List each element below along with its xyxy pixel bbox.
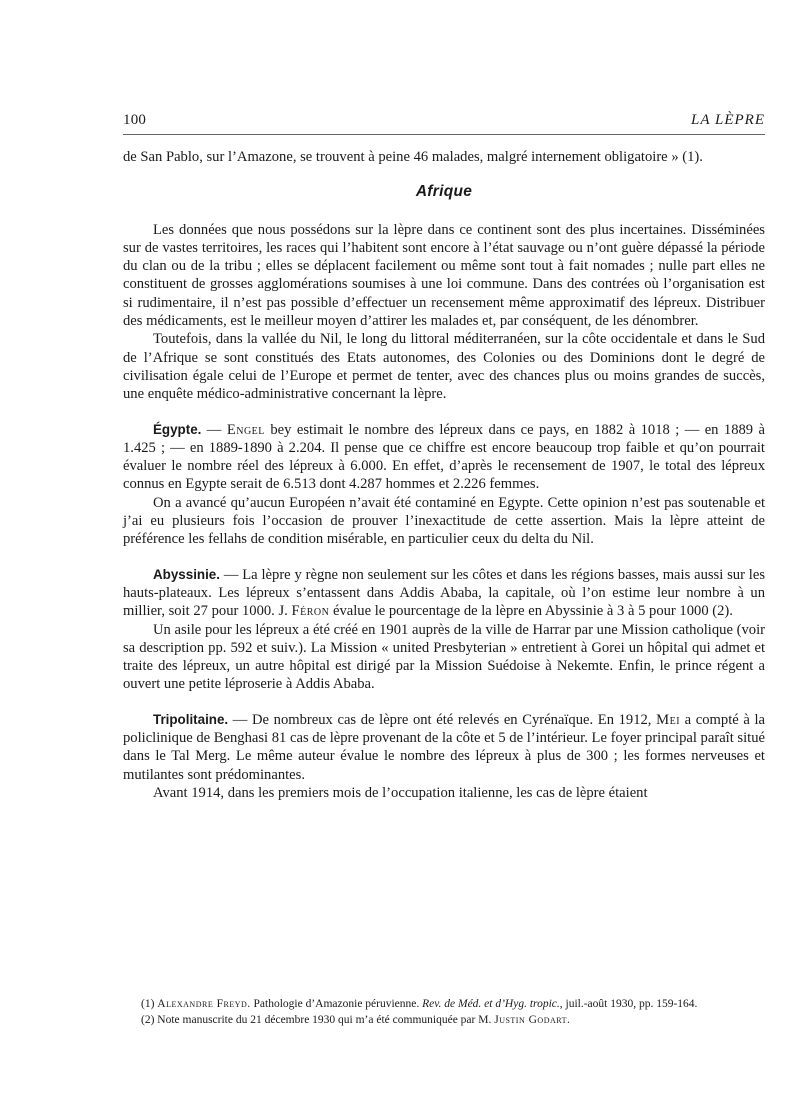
footnote-1-journal: Rev. de Méd. et d’Hyg. tropic. xyxy=(422,998,560,1010)
abyssinie-paragraph-1 xyxy=(123,566,765,621)
section-heading-afrique: Afrique xyxy=(415,183,473,201)
tripolitaine-paragraph-1 xyxy=(123,711,765,784)
intro-paragraph: de San Pablo, sur l’Amazone, se trouvent à peine 46 malades, malgré internement obligatoire » (1). xyxy=(123,149,703,165)
afrique-paragraph-1: Les données que nous possédons sur la lèpre dans ce continent sont des plus incertaines. Disséminées sur de vastes territoires, les races qui l’habitent sont encore à l’état sauvage ou n’ont guère dépassé la période du clan ou de la tribu ; elles se déplacent facilement ou même sont tout à fait nomades ; nulle part elles ne constituent de grosses agglomérations soumises à une loi commune. Dans des contrées où l’organisation est si rudimentaire, il n’est pas possible d’effectuer un recensement même approximatif des lépreux. Distribuer des médicaments, est le meilleur moyen d’attirer les malades et, par conséquent, de les dénombrer. xyxy=(123,221,765,330)
footnotes xyxy=(123,996,765,1028)
tripolitaine-text-b: a compté à la policlinique de Benghasi 81 cas de lèpre provenant de la côte et 5 de l’intérieur. Le foyer principal paraît situé dans le Tal Merg. Le même auteur évalue le nombre des lépreux à plus de 300 ; les formes nerveuses et mutilantes sont prédominantes. xyxy=(123,711,766,783)
footnote-2-marker: (2) xyxy=(141,1014,155,1026)
country-heading-egypte: Égypte. xyxy=(153,421,202,437)
afrique-paragraph-2: Toutefois, dans la vallée du Nil, le long du littoral méditerranéen, sur la côte occidentale et dans le Sud de l’Afrique se sont constitués des Etats autonomes, des Colonies ou des Dominions dont le degré de civilisation égale celui de l’Europe et permet de tenter, avec des chances plus ou moins grandes de succès, une enquête médico-administrative concernant la lèpre. xyxy=(123,331,765,403)
egypte-text: bey estimait le nombre des lépreux dans ce pays, en 1882 à 1018 ; — en 1889 à 1.425 ; — en 1889-1890 à 2.204. Il pense que ce chiffre est encore beaucoup trop faible et qu’on pourrait évaluer le nombre réel des lépreux à 6.000. En effet, d’après le recensement de 1907, le total des lépreux connus en Egypte serait de 6.513 dont 4.287 hommes et 2.226 femmes. xyxy=(123,421,766,493)
footnote-1 xyxy=(123,996,765,1012)
main-text xyxy=(123,148,765,802)
tripolitaine-text-a: — De nombreux cas de lèpre ont été relevés en Cyrénaïque. En 1912, xyxy=(232,711,652,728)
egypte-paragraph-2: On a avancé qu’aucun Européen n’avait été contaminé en Egypte. Cette opinion n’est pas soutenable et j’ai eu plusieurs fois l’occasion de prouver l’inexactitude de cette assertion. Mais la lèpre atteint de préférence les fellahs de condition misérable, en particulier ceux du delta du Nil. xyxy=(123,494,765,548)
egypte-paragraph-1: Égypte. — Engel bey estimait le nombre des lépreux dans ce pays, en 1882 à 1018 ; — en 1889 à 1.425 ; — en 1889-1890 à 2.204. Il pense que ce chiffre est encore beaucoup trop faible et qu’on pourrait évaluer le nombre réel des lépreux à 6.000. En effet, d’après le recensement de 1907, le total des lépreux connus en Egypte serait de 6.513 dont 4.287 hommes et 2.226 femmes. xyxy=(123,421,766,493)
country-heading-tripolitaine: Tripolitaine. xyxy=(153,711,229,727)
footnote-2 xyxy=(123,1012,765,1028)
abyssinie-text-b: évalue le pourcentage de la lèpre en Abyssinie à 3 à 5 pour 1000 (2). xyxy=(332,603,733,620)
footnote-1-author: Alexandre Freyd. xyxy=(157,998,251,1010)
footnote-2-author: Justin Godart. xyxy=(494,1014,571,1026)
spacer xyxy=(123,404,765,421)
abyssinie-paragraph-2: Un asile pour les lépreux a été créé en 1901 auprès de la ville de Harrar par une Mission catholique (voir sa description pp. 592 et suiv.). La Mission « united Presbyterian » entretient à Gorei un hôpital qui admet et traite des lépreux, un autre hôpital est dirigé par la Mission Suédoise à Nekemte. Enfin, le prince régent a ouvert une petite léproserie à Addis Ababa. xyxy=(123,621,765,693)
footnote-1-pages: , juil.-août 1930, pp. 159-164. xyxy=(559,998,698,1010)
running-header xyxy=(123,112,765,135)
author-engel: Engel xyxy=(226,421,265,438)
footnote-1-marker: (1) xyxy=(141,998,155,1010)
author-feron: Féron xyxy=(291,603,330,620)
footnote-1-title: Pathologie d’Amazonie péruvienne. xyxy=(253,998,420,1010)
spacer xyxy=(123,694,765,711)
page-number: 100 xyxy=(123,112,147,128)
tripolitaine-paragraph-2: Avant 1914, dans les premiers mois de l’occupation italienne, les cas de lèpre étaient xyxy=(153,784,648,801)
author-mei: Mei xyxy=(656,711,681,728)
country-heading-abyssinie: Abyssinie. xyxy=(153,566,220,582)
running-title: LA LÈPRE xyxy=(691,112,765,128)
spacer xyxy=(123,549,765,566)
footnote-2-text: Note manuscrite du 21 décembre 1930 qui m’a été communiquée par M. xyxy=(157,1014,492,1026)
abyssinie-text-a: — La lèpre y règne non seulement sur les côtes et dans les régions basses, mais aussi sur les hauts-plateaux. Les lépreux s’entassent dans Addis Ababa, la capitale, où l’on estime leur nombre à un millier, soit 27 pour 1000. J. xyxy=(123,566,765,620)
